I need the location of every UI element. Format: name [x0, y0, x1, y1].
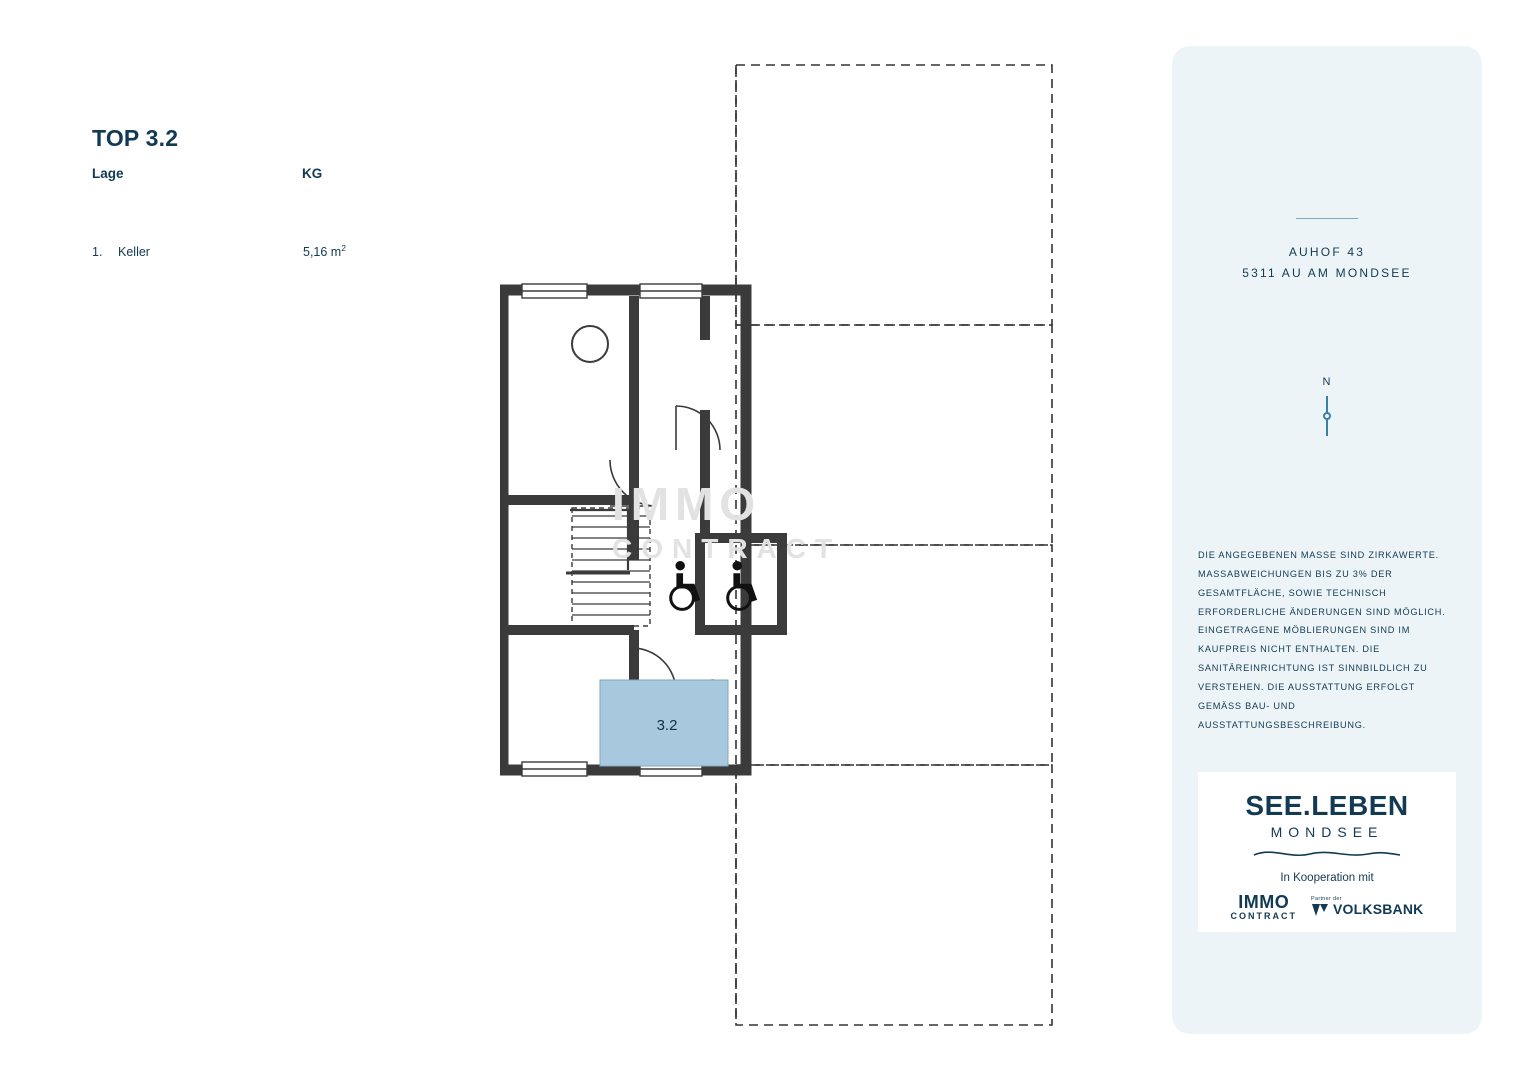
volksbank-logo — [1311, 896, 1423, 918]
page-title: TOP 3.2 — [92, 125, 179, 151]
immocontract-line-2: CONTRACT — [1230, 910, 1297, 921]
compass-north-label: N — [1322, 376, 1332, 388]
immocontract-logo — [1231, 893, 1298, 921]
watermark-line-1: IMMO — [612, 478, 762, 530]
cooperation-label: In Kooperation mit — [1280, 872, 1374, 884]
disclaimer-text: DIE ANGEGEBENEN MASSE SIND ZIRKAWERTE. MASSABWEICHUNGEN BIS ZU 3% DER GESAMTFLÄCHE, SOWIE TECHNISCH ERFORDERLICHE ÄNDERUNGEN SIND MÖGLICH. EINGETRAGENE MÖBLIERUNGEN SIND IM KAUFPREIS NICHT ENTHALTEN. DIE SANITÄREINRICHTUNG IST SINNBILDLICH ZU VERSTEHEN. DIE AUSSTATTUNG ERFOLGT GEMÄSS BAU- UND AUSSTATTUNGSBESCHREIBUNG. — [1198, 550, 1446, 730]
address-block — [1172, 242, 1482, 284]
lage-row — [92, 166, 512, 181]
list-item — [92, 243, 512, 259]
volksbank-partner-label: Partner der — [1311, 896, 1342, 903]
brand-logo-card — [1198, 772, 1456, 932]
compass-pivot-icon — [1323, 412, 1331, 420]
room-area-value: 5,16 m — [303, 245, 342, 260]
address-line-2: 5311 AU AM MONDSEE — [1242, 266, 1412, 280]
divider — [1296, 218, 1358, 219]
brand-name: SEE.LEBEN — [1245, 790, 1409, 821]
room-number: 1. — [92, 245, 103, 260]
address-line-1: AUHOF 43 — [1288, 245, 1366, 259]
lage-label: Lage — [92, 166, 124, 181]
room-name: Keller — [118, 245, 150, 260]
wave-icon — [1252, 846, 1402, 864]
room-tag-label: 3.2 — [656, 717, 678, 734]
plan-header — [92, 125, 512, 259]
volksbank-mark-icon — [1311, 902, 1329, 918]
volksbank-name: VOLKSBANK — [1333, 901, 1424, 918]
partner-logos — [1231, 893, 1424, 921]
watermark-line-2: CONTRACT — [612, 532, 842, 564]
room-area-unit: 2 — [341, 243, 346, 253]
room-area — [303, 243, 346, 259]
tank-symbol — [572, 326, 608, 362]
room-schedule — [92, 243, 512, 259]
lage-value: KG — [302, 166, 323, 181]
floorplan-drawing — [500, 40, 1100, 1050]
immocontract-line-1: IMMO — [1238, 892, 1290, 912]
info-panel — [1172, 46, 1482, 1034]
brand-subtitle: MONDSEE — [1270, 824, 1384, 840]
compass-rose — [1172, 376, 1482, 420]
